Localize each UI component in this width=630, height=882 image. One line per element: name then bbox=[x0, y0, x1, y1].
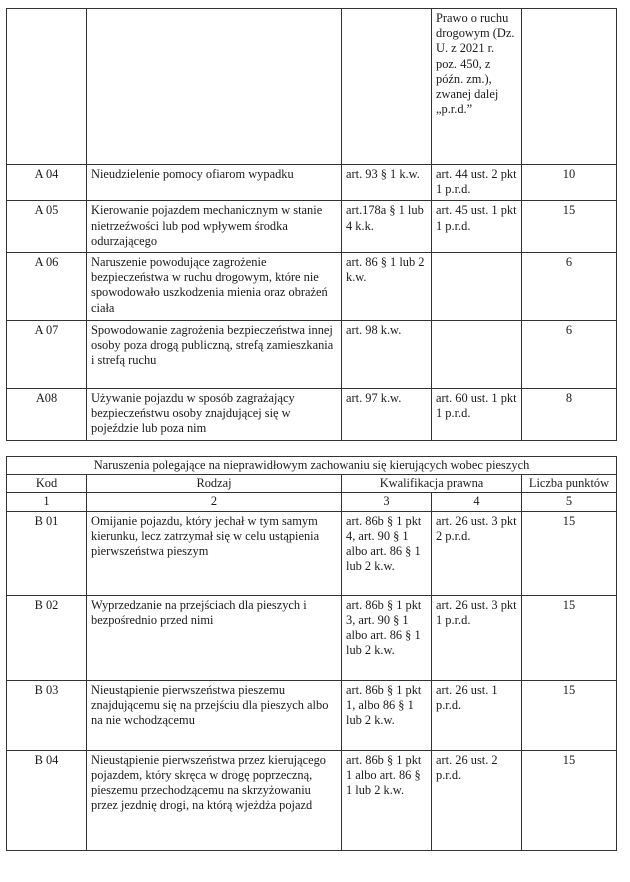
kw-cell: art. 86b § 1 pkt 4, art. 90 § 1 albo art. 86 § 1 lub 2 k.w. bbox=[342, 511, 432, 595]
kw-cell: art. 86b § 1 pkt 1 albo art. 86 § 1 lub 2 k.w. bbox=[342, 750, 432, 850]
table-row bbox=[7, 680, 617, 750]
prd-cell: art. 60 ust. 1 pkt 1 p.r.d. bbox=[432, 389, 522, 441]
kod-cell: B 03 bbox=[7, 680, 87, 750]
rodzaj-cell: Kierowanie pojazdem mechanicznym w stanie nietrzeźwości lub pod wpływem środka odurzającego bbox=[87, 201, 342, 253]
pkt-cell bbox=[522, 9, 617, 165]
rodzaj-cell: Spowodowanie zagrożenia bezpieczeństwa innej osoby poza drogą publiczną, strefą zamieszkania i strefą ruchu bbox=[87, 321, 342, 389]
rodzaj-cell: Nieudzielenie pomocy ofiarom wypadku bbox=[87, 165, 342, 201]
prd-cell: art. 44 ust. 2 pkt 1 p.r.d. bbox=[432, 165, 522, 201]
rodzaj-cell: Omijanie pojazdu, który jechał w tym samym kierunku, lecz zatrzymał się w celu ustąpienia pierwszeństwa pieszym bbox=[87, 511, 342, 595]
points-cell: 15 bbox=[522, 750, 617, 850]
kod-cell bbox=[7, 9, 87, 165]
rodzaj-cell: Nieustąpienie pierwszeństwa przez kierującego pojazdem, który skręca w drogę poprzeczną, pieszemu przechodzącemu na skrzyżowaniu przez jezdnię drogi, na którą wjeżdża pojazd bbox=[87, 750, 342, 850]
rodzaj-cell: Używanie pojazdu w sposób zagrażający bezpieczeństwu osoby znajdującej się w pojeździe lub poza nim bbox=[87, 389, 342, 441]
header-kod: Kod bbox=[7, 475, 87, 493]
kod-cell: A 04 bbox=[7, 165, 87, 201]
kw-cell: art. 97 k.w. bbox=[342, 389, 432, 441]
prd-cell: art. 45 ust. 1 pkt 1 p.r.d. bbox=[432, 201, 522, 253]
table-row bbox=[7, 389, 617, 441]
points-cell: 15 bbox=[522, 201, 617, 253]
column-number-row bbox=[7, 493, 617, 511]
header-liczba: Liczba punktów bbox=[522, 475, 617, 493]
kod-cell: A 05 bbox=[7, 201, 87, 253]
kod-cell: B 04 bbox=[7, 750, 87, 850]
rodzaj-cell: Wyprzedzanie na przejściach dla pieszych i bezpośrednio przed nimi bbox=[87, 595, 342, 680]
kod-cell: B 01 bbox=[7, 511, 87, 595]
table-row bbox=[7, 253, 617, 321]
prd-header-cell: Prawo o ruchu drogowym (Dz. U. z 2021 r. poz. 450, z późn. zm.), zwanej dalej „p.r.d.” bbox=[432, 9, 522, 165]
kod-cell: A 07 bbox=[7, 321, 87, 389]
rodzaj-cell bbox=[87, 9, 342, 165]
rodzaj-cell: Naruszenie powodujące zagrożenie bezpieczeństwa w ruchu drogowym, które nie spowodowało uszkodzenia mienia oraz obrażeń ciała bbox=[87, 253, 342, 321]
kw-cell: art. 86b § 1 pkt 1, albo 86 § 1 lub 2 k.w. bbox=[342, 680, 432, 750]
table-caption-row bbox=[7, 457, 617, 475]
kw-cell: art. 86b § 1 pkt 3, art. 90 § 1 albo art. 86 § 1 lub 2 k.w. bbox=[342, 595, 432, 680]
table-row bbox=[7, 9, 617, 165]
table-row bbox=[7, 201, 617, 253]
penalty-points-table-a bbox=[6, 8, 617, 441]
prd-cell bbox=[432, 321, 522, 389]
points-cell: 15 bbox=[522, 680, 617, 750]
kw-cell: art. 93 § 1 k.w. bbox=[342, 165, 432, 201]
column-number: 3 bbox=[342, 493, 432, 511]
prd-cell: art. 26 ust. 2 p.r.d. bbox=[432, 750, 522, 850]
table-row bbox=[7, 750, 617, 850]
prd-cell: art. 26 ust. 1 p.r.d. bbox=[432, 680, 522, 750]
prd-cell: art. 26 ust. 3 pkt 1 p.r.d. bbox=[432, 595, 522, 680]
table-caption: Naruszenia polegające na nieprawidłowym zachowaniu się kierujących wobec pieszych bbox=[7, 457, 617, 475]
table-row bbox=[7, 511, 617, 595]
column-number: 5 bbox=[522, 493, 617, 511]
kod-cell: A 06 bbox=[7, 253, 87, 321]
column-number: 4 bbox=[432, 493, 522, 511]
prd-cell bbox=[432, 253, 522, 321]
points-cell: 6 bbox=[522, 321, 617, 389]
rodzaj-cell: Nieustąpienie pierwszeństwa pieszemu znajdującemu się na przejściu dla pieszych albo na nie wchodzącemu bbox=[87, 680, 342, 750]
table-row bbox=[7, 321, 617, 389]
kw-cell bbox=[342, 9, 432, 165]
kod-cell: B 02 bbox=[7, 595, 87, 680]
points-cell: 15 bbox=[522, 595, 617, 680]
points-cell: 10 bbox=[522, 165, 617, 201]
points-cell: 6 bbox=[522, 253, 617, 321]
column-number: 1 bbox=[7, 493, 87, 511]
kw-cell: art.178a § 1 lub 4 k.k. bbox=[342, 201, 432, 253]
kw-cell: art. 86 § 1 lub 2 k.w. bbox=[342, 253, 432, 321]
kw-cell: art. 98 k.w. bbox=[342, 321, 432, 389]
points-cell: 15 bbox=[522, 511, 617, 595]
points-cell: 8 bbox=[522, 389, 617, 441]
penalty-points-table-b bbox=[6, 456, 617, 851]
table-row bbox=[7, 595, 617, 680]
table-row bbox=[7, 165, 617, 201]
prd-cell: art. 26 ust. 3 pkt 2 p.r.d. bbox=[432, 511, 522, 595]
header-kwalifikacja: Kwalifikacja prawna bbox=[342, 475, 522, 493]
header-rodzaj: Rodzaj bbox=[87, 475, 342, 493]
header-row bbox=[7, 475, 617, 493]
kod-cell: A08 bbox=[7, 389, 87, 441]
column-number: 2 bbox=[87, 493, 342, 511]
